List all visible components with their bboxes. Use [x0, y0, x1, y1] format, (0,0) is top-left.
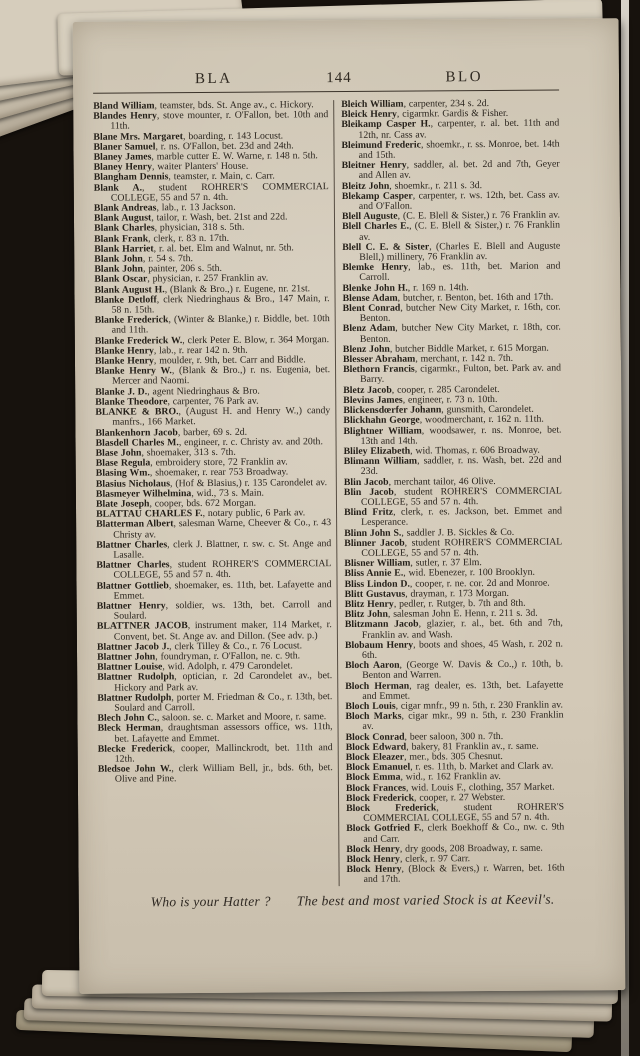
- directory-entry: Blech John C., saloon. se. c. Market and Moore, r. same.: [97, 711, 327, 724]
- directory-entry: Blinner Jacob, student ROHRER'S COMMERCIAL COLLEGE, 55 and 57 n. 4th.: [344, 536, 563, 559]
- directory-entry: Blimann William, saddler, r. ns. Wash, bet. 22d and 23d.: [343, 454, 562, 478]
- column-right: [333, 99, 564, 886]
- directory-entry: Blitz John, salesman John E. Henn, r. 211 s. 3d.: [344, 607, 538, 621]
- directory-entry: Blattner Louise, wid. Adolph, r. 479 Carondelet.: [97, 660, 293, 673]
- directory-entry: Blatterman Albert, salesman Warne, Cheever & Co., r. 43 Christy av.: [96, 517, 332, 541]
- directory-entry: Block Henry, (Block & Evers,) r. Warren, bet. 16th and 17th.: [346, 862, 565, 886]
- directory-entry: Blell C. E. & Sister, (Charles E. Blell and Auguste Blell,) millinery, 76 Franklin av.: [342, 240, 561, 263]
- directory-entry: Blank August, tailor, r. Wash, bet. 21st and 22d.: [93, 211, 288, 225]
- directory-entry: Blecke Frederick, cooper, Mallinckrodt, bet. 11th and 12th.: [97, 741, 333, 765]
- directory-entry: Blase John, shoemaker, 313 s. 7th.: [95, 446, 236, 459]
- directory-entry: Blasdell Charles M., engineer, r. c. Christy av. and 20th.: [95, 435, 323, 449]
- directory-entry: Bliley Elizabeth, wid. Thomas, r. 606 Broadway.: [343, 444, 540, 457]
- directory-entry: Blattner John, foundryman, r. O'Fallon, ne. c. 9th.: [97, 650, 301, 663]
- directory-entry: Blasmeyer Wilhelmina, wid., 73 s. Main.: [95, 487, 264, 500]
- directory-entry: Blanke Henry, lab., r. rear 142 n. 9th.: [94, 344, 248, 357]
- directory-entry: Blent Conrad, butcher New City Market, r. 16th, cor. Benton.: [342, 301, 561, 325]
- directory-entry: Blank Andreas, lab., r. 13 Jackson.: [93, 201, 236, 214]
- directory-entry: Blaner Samuel, r. ns. O'Fallon, bet. 23d and 24th.: [93, 140, 294, 153]
- directory-entry: Blitzmann Jacob, glazier, r. al., bet. 6th and 7th, Franklin av. and Wash.: [344, 617, 563, 641]
- directory-entry: Blell Auguste, (C. E. Blell & Sister,) r. 76 Franklin av.: [341, 209, 560, 223]
- directory-entry: Blase Regula, embroidery store, 72 Franklin av.: [95, 456, 288, 469]
- page-number: 144: [326, 69, 352, 87]
- directory-entry: Blattner Gottlieb, shoemaker, es. 11th, bet. Lafayette and Emmet.: [96, 578, 332, 602]
- header-right-guide-word: BLO: [445, 69, 484, 86]
- directory-entry: Block Frederick, cooper, r. 27 Webster.: [346, 791, 506, 804]
- directory-entry: Bloch Herman, rag dealer, es. 13th, bet. Lafayette and Emmet.: [345, 679, 564, 702]
- directory-entry: Bland William, teamster, bds. St. Ange av., c. Hickory.: [93, 99, 314, 112]
- directory-entry: Blekamp Casper, carpenter, r. ws. 12th, bet. Cass av. and O'Fallon.: [341, 189, 560, 212]
- directory-entry: Bleitner Henry, saddler, al. bet. 2d and 7th, Geyer and Allen av.: [341, 158, 560, 182]
- footer-ad-question: Who is your Hatter ?: [150, 893, 271, 910]
- directory-entry: Blenz John, butcher Biddle Market, r. 615 Morgan.: [342, 342, 549, 355]
- directory-entry: Blattner Henry, soldier, ws. 13th, bet. Carroll and Soulard.: [96, 599, 332, 622]
- directory-entry: Blemke Henry, lab., es. 11th, bet. Marion and Carroll.: [342, 260, 561, 284]
- directory-entry: Blenz Adam, butcher New City Market, r. 18th, cor. Benton.: [342, 321, 561, 345]
- header-rule: [93, 90, 559, 94]
- directory-entry: Blattner Rudolph, porter M. Friedman & Co., r. 13th, bet. Soulard and Carroll.: [97, 690, 333, 714]
- directory-entry: Blank August H., (Blank & Bro.,) r. Eugene, nr. 21st.: [94, 282, 311, 296]
- directory-entry: Block Frances, wid. Louis F., clothing, 357 Market.: [345, 781, 555, 794]
- directory-entry: Blate Joseph, cooper, bds. 672 Morgan.: [95, 497, 257, 510]
- directory-columns: [93, 99, 564, 888]
- directory-page: [73, 18, 626, 994]
- directory-entry: Bloch Louis, cigar mnfr., 99 n. 5th, r. 230 Franklin av.: [345, 699, 563, 713]
- directory-entry: Bleimund Frederic, shoemkr., r. ss. Monroe, bet. 14th and 15th.: [341, 138, 560, 161]
- directory-entry: Bloch Marks, cigar mkr., 99 n. 5th, r. 230 Franklin av.: [345, 709, 564, 733]
- directory-entry: Blattner Charles, clerk J. Blattner, r. sw. c. St. Ange and Lasalle.: [96, 537, 332, 561]
- directory-entry: Blisner William, sutler, r. 37 Elm.: [344, 557, 482, 570]
- directory-entry: Bletz Jacob, cooper, r. 285 Carondelet.: [343, 383, 500, 396]
- directory-entry: Blattner Charles, student ROHRER'S COMMERCIAL COLLEGE, 55 and 57 n. 4th.: [96, 558, 332, 581]
- directory-entry: Blank Charles, physician, 318 s. 5th.: [94, 222, 245, 235]
- directory-entry: Blind Fritz, clerk, r. es. Jackson, bet. Emmet and Lesperance.: [344, 505, 563, 529]
- directory-entry: Blesser Abraham, merchant, r. 142 n. 7th.: [342, 352, 514, 366]
- footer-advertisement: [99, 891, 565, 910]
- directory-entry: Blin Jacob, merchant tailor, 46 Olive.: [343, 475, 496, 488]
- directory-entry: Block Conrad, beer saloon, 300 n. 7th.: [345, 730, 504, 743]
- directory-entry: Blightner William, woodsawer, r. ns. Monroe, bet. 13th and 14th.: [343, 424, 562, 447]
- directory-entry: Blanke Henry, moulder, r. 9th, bet. Carr and Biddle.: [94, 354, 306, 367]
- directory-entry: Blanke Frederick W., clerk Peter E. Blow, r. 364 Morgan.: [94, 333, 330, 347]
- directory-entry: Blickensdœrfer Johann, gunsmith, Carondelet.: [343, 403, 534, 417]
- directory-entry: Block Emanuel, r. es. 11th, b. Market and Clark av.: [345, 760, 554, 774]
- directory-entry: Blanke Henry W., (Blank & Bro.,) r. ns. Eugenia, bet. Mercer and Naomi.: [95, 364, 331, 388]
- directory-entry: Bledsoe John W., clerk William Bell, jr., bds. 6th, bet. Olive and Pine.: [97, 762, 333, 786]
- directory-entry: Block Eleazer, mer., bds. 305 Chesnut.: [345, 750, 503, 764]
- directory-entry: Blattner Jacob J., clerk Tilley & Co., r. 76 Locust.: [96, 640, 303, 653]
- directory-entry: Blane Mrs. Margaret, boarding, r. 143 Locust.: [93, 130, 284, 143]
- directory-entry: Blenke John H., r. 169 n. 14th.: [342, 281, 469, 294]
- directory-entry: Bleich William, carpenter, 234 s. 2d.: [341, 98, 490, 111]
- directory-entry: Blanke Detloff, clerk Niedringhaus & Bro., 147 Main, r. 58 n. 15th.: [94, 292, 330, 316]
- directory-entry: BLATTNER JACOB, instrument maker, 114 Market, r. Convent, bet. St. Ange av. and Dillon. (See adv. p.): [96, 619, 332, 643]
- directory-entry: Blank A., student ROHRER'S COMMERCIAL COLLEGE, 55 and 57 n. 4th.: [93, 180, 329, 204]
- directory-entry: Blevins James, engineer, r. 73 n. 10th.: [343, 393, 498, 406]
- directory-entry: Blankenhorn Jacob, barber, 69 s. 2d.: [95, 426, 248, 439]
- running-head: [93, 69, 559, 89]
- directory-entry: Blangham Dennis, teamster, r. Main, c. Carr.: [93, 170, 275, 184]
- directory-entry: Blandes Henry, stove mounter, r. O'Fallon, bet. 10th and 11th.: [93, 109, 329, 133]
- directory-entry: Blank Oscar, physician, r. 257 Franklin av.: [94, 273, 269, 286]
- directory-entry: Blinn John S., saddler J. B. Sickles & Co.: [344, 526, 515, 539]
- directory-entry: Blickhahn George, woodmerchant, r. 162 n. 11th.: [343, 413, 544, 427]
- directory-entry: Blank John, r. 54 s. 7th.: [94, 253, 193, 265]
- directory-entry: Bloch Aaron, (George W. Davis & Co.,) r. 10th, b. Benton and Warren.: [345, 658, 564, 682]
- directory-entry: Bleck Herman, draughtsman assessors office, ws. 11th, bet. Lafayette and Emmet.: [97, 721, 333, 745]
- directory-entry: Block Frederick, student ROHRER'S COMMERCIAL COLLEGE, 55 and 57 n. 4th.: [346, 801, 565, 825]
- directory-entry: Bleick Henry, cigarmkr. Gardis & Fisher.: [341, 108, 509, 121]
- directory-entry: Blank Harriet, r. al. bet. Elm and Walnut, nr. 5th.: [94, 242, 294, 255]
- directory-entry: Block Edward, bakery, 81 Franklin av., r. same.: [345, 740, 539, 753]
- directory-entry: Blasing Wm., shoemaker, r. rear 753 Broadway.: [95, 466, 289, 480]
- directory-entry: Blethorn Francis, cigarmkr., Fulton, bet. Park av. and Barry.: [343, 362, 562, 386]
- directory-entry: Blanke J. D., agent Niedringhaus & Bro.: [95, 385, 260, 398]
- header-left-guide-word: BLA: [194, 70, 233, 88]
- directory-entry: Blobaum Henry, boots and shoes, 45 Wash, r. 202 n. 6th.: [344, 638, 564, 661]
- directory-entry: Blitt Gustavus, drayman, r. 173 Morgan.: [344, 587, 509, 600]
- directory-entry: Block Henry, dry goods, 208 Broadway, r. same.: [346, 842, 543, 855]
- directory-entry: Blanke Theodore, carpenter, 76 Park av.: [95, 395, 259, 408]
- directory-entry: Block Henry, clerk, r. 97 Carr.: [346, 853, 471, 866]
- directory-entry: Block Emma, wid., r. 162 Franklin av.: [345, 771, 501, 784]
- directory-entry: Block Gotfried F., clerk Boekhoff & Co., nw. c. 9th and Carr.: [346, 821, 565, 845]
- directory-entry: Blense Adam, butcher, r. Benton, bet. 16th and 17th.: [342, 291, 554, 304]
- directory-entry: Blank Frank, clerk, r. 83 n. 17th.: [94, 232, 230, 245]
- directory-entry: Bleikamp Casper H., carpenter, r. al. bet. 11th and 12th, nr. Cass av.: [341, 117, 560, 141]
- directory-entry: Bleitz John, shoemkr., r. 211 s. 3d.: [341, 179, 483, 192]
- directory-entry: Blaney James, marble cutter E. W. Warne, r. 148 n. 5th.: [93, 150, 318, 163]
- directory-entry: BLATTAU CHARLES F., notary public, 6 Park av.: [96, 507, 306, 520]
- directory-entry: Blank John, painter, 206 s. 5th.: [94, 263, 223, 276]
- footer-ad-answer: The best and most varied Stock is at Keevil's.: [296, 891, 555, 909]
- directory-entry: BLANKE & BRO., (August H. and Henry W.,) candy manfrs., 166 Market.: [95, 405, 331, 428]
- directory-entry: Bliss Annie E., wid. Ebenezer, r. 100 Brooklyn.: [344, 567, 535, 580]
- directory-entry: Blaney Henry, waiter Planters' House.: [93, 160, 249, 173]
- directory-entry: Blasius Nicholaus, (Hof & Blasius,) r. 135 Carondelet av.: [95, 476, 328, 490]
- directory-entry: Bliss Lindon D., cooper, r. ne. cor. 2d and Monroe.: [344, 577, 550, 590]
- directory-entry: Blell Charles E., (C. E. Blell & Sister,) r. 76 Franklin av.: [342, 219, 561, 243]
- directory-entry: Blattner Rudolph, optician, r. 2d Carondelet av., bet. Hickory and Park av.: [97, 670, 333, 694]
- directory-entry: Blin Jacob, student ROHRER'S COMMERCIAL COLLEGE, 55 and 57 n. 4th.: [343, 485, 562, 508]
- column-left: [93, 100, 338, 887]
- directory-entry: Blanke Frederick, (Winter & Blanke,) r. Biddle, bet. 10th and 11th.: [94, 313, 330, 337]
- directory-entry: Blitz Henry, pedler, r. Rutger, b. 7th and 8th.: [344, 597, 526, 610]
